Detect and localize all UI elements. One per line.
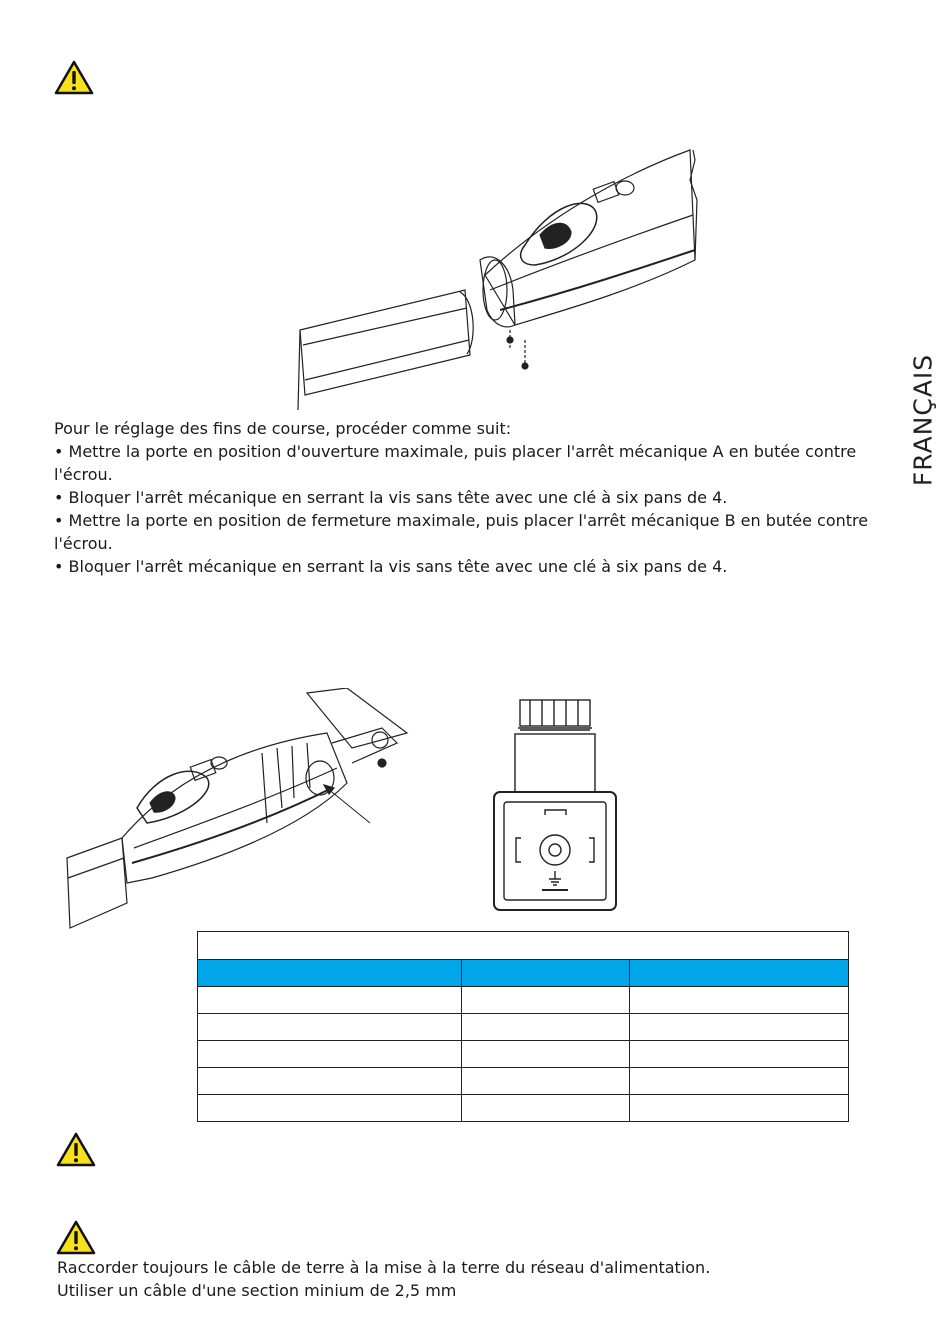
connection-table bbox=[197, 931, 849, 1122]
table-header-row bbox=[198, 960, 849, 987]
table-cell bbox=[198, 1041, 462, 1068]
instruction-line: l'écrou. bbox=[54, 465, 113, 484]
table-cell bbox=[198, 1095, 462, 1122]
instruction-line: • Bloquer l'arrêt mécanique en serrant la vis sans tête avec une clé à six pans de 4. bbox=[54, 488, 728, 507]
table-header-cell bbox=[630, 960, 849, 987]
instruction-line: • Bloquer l'arrêt mécanique en serrant la vis sans tête avec une clé à six pans de 4. bbox=[54, 557, 728, 576]
table-row bbox=[198, 1095, 849, 1122]
table-row bbox=[198, 1068, 849, 1095]
table-row bbox=[198, 1014, 849, 1041]
actuator-open-cover-drawing bbox=[62, 688, 422, 933]
language-side-label bbox=[898, 340, 948, 500]
table-row bbox=[198, 987, 849, 1014]
table-cell bbox=[198, 987, 462, 1014]
table-header-cell bbox=[462, 960, 630, 987]
warning-triangle-icon bbox=[56, 1132, 96, 1168]
instruction-line: • Mettre la porte en position d'ouverture maximale, puis placer l'arrêt mécanique A en butée contre bbox=[54, 442, 857, 461]
instruction-line: • Mettre la porte en position de fermeture maximale, puis placer l'arrêt mécanique B en butée contre bbox=[54, 511, 869, 530]
instruction-line: l'écrou. bbox=[54, 534, 113, 553]
table-header-cell bbox=[198, 960, 462, 987]
table-cell bbox=[198, 1014, 462, 1041]
table-cell bbox=[462, 1095, 630, 1122]
limit-switch-intro: Pour le réglage des fins de course, procéder comme suit: bbox=[54, 419, 512, 438]
warning-triangle-icon bbox=[54, 60, 94, 96]
solenoid-connector-drawing bbox=[490, 698, 620, 913]
table-cell bbox=[630, 1068, 849, 1095]
table-cell bbox=[462, 1014, 630, 1041]
table-cell bbox=[630, 1095, 849, 1122]
table-cell bbox=[462, 987, 630, 1014]
table-cell bbox=[462, 1041, 630, 1068]
table-cell bbox=[198, 1068, 462, 1095]
table-cell bbox=[630, 987, 849, 1014]
warning-triangle-icon bbox=[56, 1220, 96, 1256]
earth-note-line: Utiliser un câble d'une section minium de 2,5 mm bbox=[57, 1281, 457, 1300]
table-row bbox=[198, 1041, 849, 1068]
table-cell bbox=[462, 1068, 630, 1095]
table-caption bbox=[198, 932, 849, 960]
language-label: FRANÇAIS bbox=[908, 353, 938, 487]
earth-note-line: Raccorder toujours le câble de terre à la mise à la terre du réseau d'alimentation. bbox=[57, 1258, 711, 1277]
table-cell bbox=[630, 1014, 849, 1041]
table-cell bbox=[630, 1041, 849, 1068]
actuator-assembly-drawing bbox=[295, 140, 710, 420]
